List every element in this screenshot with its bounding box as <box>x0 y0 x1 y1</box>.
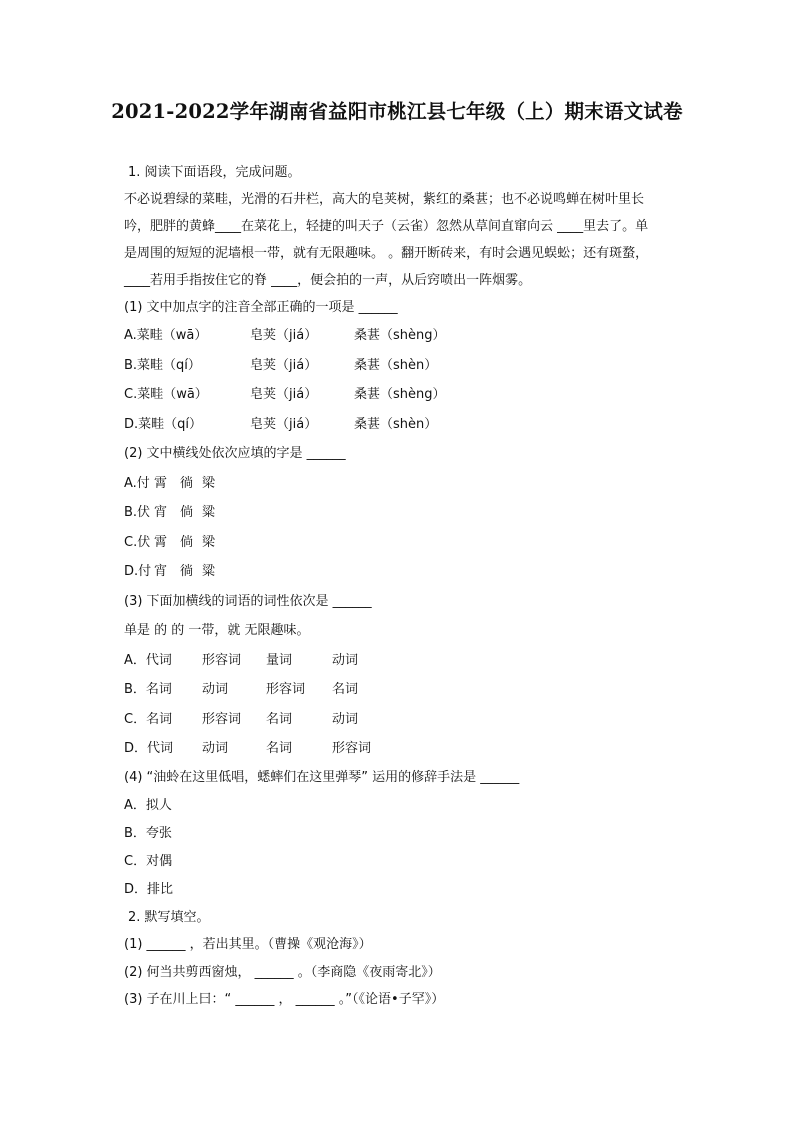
option-cell: C．名词 <box>124 711 173 727</box>
passage-line: ____若用手指按住它的脊 ____，便会拍的一声，从后窍喷出一阵烟雾。 <box>124 273 532 288</box>
option-cell: 徜 <box>180 475 194 491</box>
option-row: D．排比 <box>124 881 174 897</box>
option-row <box>124 351 708 381</box>
option-cell: 宵 <box>154 564 168 579</box>
option-cell: D．代词 <box>124 741 174 756</box>
option-cell: A.菜畦（wā） <box>124 328 208 343</box>
passage-line: 吟，肥胖的黄蜂____在菜花上，轻捷的叫天子（云雀）忽然从草间直窜向云 ____里去了。单 <box>124 219 649 234</box>
exam-title: 2021-2022学年湖南省益阳市桃江县七年级（上）期末语文试卷 <box>111 100 683 123</box>
passage-line: 不必说碧绿的菜畦，光滑的石井栏，高大的皂荚树，紫红的桑葚；也不必说鸣蝉在树叶里长 <box>124 192 645 207</box>
option-cell: 形容词 <box>202 652 242 668</box>
option-cell: 桑葚（shèn） <box>354 416 438 432</box>
option-row <box>124 528 708 558</box>
option-cell: 桑葚（shèng） <box>354 387 446 402</box>
option-cell: 名词 <box>266 741 293 756</box>
option-row <box>124 498 708 528</box>
option-row <box>124 557 708 587</box>
option-cell: 粱 <box>202 564 216 579</box>
option-cell: A．代词 <box>124 652 172 668</box>
option-cell: 倘 <box>180 505 194 520</box>
option-cell: 皂荚（jiá） <box>250 387 318 402</box>
option-cell: 形容词 <box>266 682 306 697</box>
option-cell: 动词 <box>202 741 229 756</box>
sub-question-2: (2) 文中横线处依次应填的字是 ______ <box>124 446 346 461</box>
option-row <box>124 469 708 499</box>
option-cell: B.伏 <box>124 505 151 520</box>
option-row <box>124 705 708 735</box>
option-cell: 量词 <box>266 652 293 668</box>
option-row <box>124 380 708 410</box>
exam-content <box>124 160 708 1014</box>
option-cell: 动词 <box>202 682 229 697</box>
sub-question-4: (4) “油蛉在这里低唱，蟋蟀们在这里弹琴” 运用的修辞手法是 ______ <box>124 769 520 785</box>
option-cell: 动词 <box>332 652 359 668</box>
option-cell: 霄 <box>154 475 168 491</box>
option-row <box>124 321 708 351</box>
option-cell: D.菜畦（qí） <box>124 416 203 432</box>
option-cell: 霄 <box>154 534 168 550</box>
option-cell: 徜 <box>180 564 194 579</box>
option-cell: 桑葚（shèng） <box>354 328 446 343</box>
option-cell: 形容词 <box>332 741 372 756</box>
fill-blank-item: (1) ______ ，若出其里。（曹操《观沧海》） <box>124 937 372 952</box>
option-cell: 动词 <box>332 711 359 727</box>
option-cell: 宵 <box>154 505 168 520</box>
sub-question-3: (3) 下面加横线的词语的词性依次是 ______ <box>124 593 372 609</box>
option-cell: 桑葚（shèn） <box>354 357 438 373</box>
option-cell: 梁 <box>202 534 216 550</box>
option-cell: 倘 <box>180 534 194 550</box>
question-1-heading: 1. 阅读下面语段，完成问题。 <box>128 165 301 180</box>
option-cell: C.伏 <box>124 534 151 550</box>
option-row <box>124 675 708 705</box>
sub-question-3-sentence: 单是 的 的 一带，就 无限趣味。 <box>124 623 310 638</box>
question-2-heading: 2. 默写填空。 <box>128 909 210 925</box>
option-row: A．拟人 <box>124 797 172 813</box>
fill-blank-item: (2) 何当共剪西窗烛， ______ 。（李商隐《夜雨寄北》） <box>124 964 441 980</box>
option-row: C．对偶 <box>124 853 173 869</box>
option-cell: A.付 <box>124 475 150 491</box>
option-cell: 形容词 <box>202 711 242 727</box>
fill-blank-item: (3) 子在川上曰：“ ______ ， ______ 。”（《论语•子罕》） <box>124 992 445 1007</box>
option-row <box>124 734 708 764</box>
option-cell: 名词 <box>332 682 359 697</box>
option-cell: 皂荚（jiá） <box>250 328 318 343</box>
option-row <box>124 410 708 440</box>
option-cell: C.菜畦（wā） <box>124 387 208 402</box>
option-cell: B．名词 <box>124 682 172 697</box>
option-cell: 粱 <box>202 505 216 520</box>
option-row <box>124 646 708 676</box>
option-cell: 梁 <box>202 475 216 491</box>
option-row: B．夸张 <box>124 825 172 841</box>
option-cell: 皂荚（jiá） <box>250 357 318 373</box>
option-cell: D.付 <box>124 564 152 579</box>
sub-question-1: (1) 文中加点字的注音全部正确的一项是 ______ <box>124 300 398 315</box>
option-cell: 名词 <box>266 711 293 727</box>
option-cell: 皂荚（jiá） <box>250 416 318 432</box>
passage-line: 是周围的短短的泥墙根一带，就有无限趣味。 。翻开断砖来，有时会遇见蜈蚣；还有斑蝥， <box>124 246 649 261</box>
option-cell: B.菜畦（qí） <box>124 357 201 373</box>
